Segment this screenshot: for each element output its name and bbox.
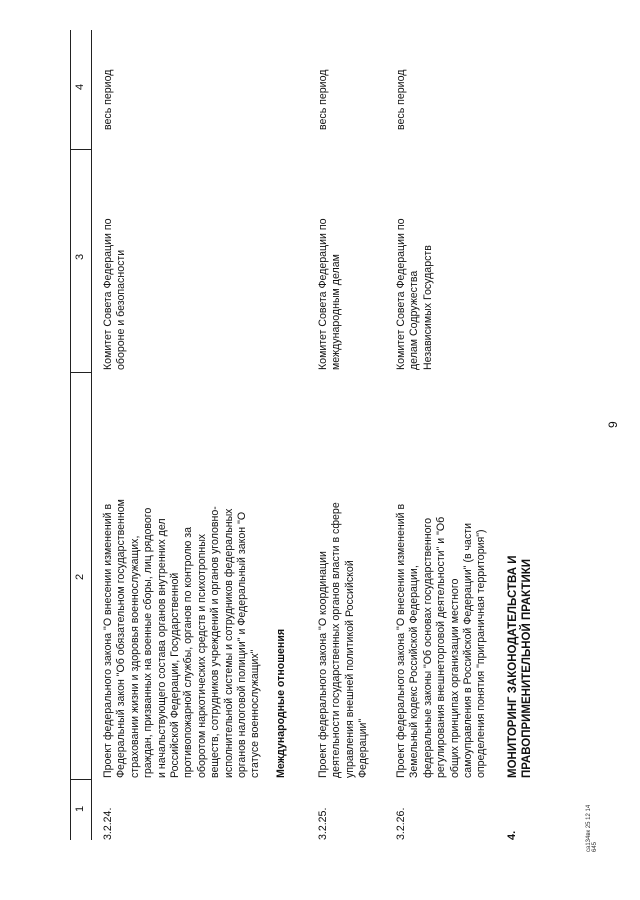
row-committee: Комитет Совета Федерации по делам Содружества Независимых Государств — [395, 218, 434, 370]
footer-code: са134вк 25 12 14 645 — [586, 804, 598, 852]
row-number: 3.2.24. — [102, 807, 114, 840]
row-committee: Комитет Совета Федерации по международным делам — [317, 218, 343, 370]
row-description: Проект федерального закона "О внесении изменений в Федеральный закон "Об обязательном государственном страховании жизни и здоровья военнослужащих, граждан, призванных на военные сборы, лиц рядового и начальствующего состава органов внутренних дел Российской Федерации, Государственной противопожарной службы, органов по контролю за оборотом наркотических средств и психотропных веществ, сотрудников учреждений и органов уголовно- исполнительной системы и сотрудников федеральных органов налоговой полиции" и Федеральный закон "О статусе военнослужащих" — [102, 499, 262, 778]
header-col-4: 4 — [74, 83, 86, 90]
section-international: Международные отношения — [275, 628, 287, 778]
row-description: Проект федерального закона "О координации деятельности государственных органов власти в сфере управления внешней политикой Российской Федерации" — [317, 502, 370, 778]
row-period: весь период — [317, 69, 329, 130]
row-number: 3.2.25. — [317, 807, 329, 840]
section-4-number: 4. — [506, 830, 518, 840]
row-period: весь период — [395, 69, 407, 130]
header-col-1: 1 — [74, 805, 86, 812]
header-col-2: 2 — [74, 573, 86, 580]
row-description: Проект федерального закона "О внесении изменений в Земельный кодекс Российской Федерации, федеральные законы "Об основах государственного регулирования внешнеторговой деятельности" и "Об общих принципах организации местного самоуправления в Российской Федерации" (в части определения понятия "приграничная территория") — [395, 503, 488, 778]
row-number: 3.2.26. — [395, 807, 407, 840]
table-header — [70, 30, 92, 840]
row-committee: Комитет Совета Федерации по обороне и безопасности — [102, 218, 128, 370]
header-col-3: 3 — [74, 253, 86, 260]
rotated-table — [70, 30, 590, 840]
row-period: весь период — [102, 69, 114, 130]
section-4-title: МОНИТОРИНГ ЗАКОНОДАТЕЛЬСТВА И ПРАВОПРИМЕНИТЕЛЬНОЙ ПРАКТИКИ — [507, 555, 533, 778]
page-number: 9 — [606, 421, 620, 428]
